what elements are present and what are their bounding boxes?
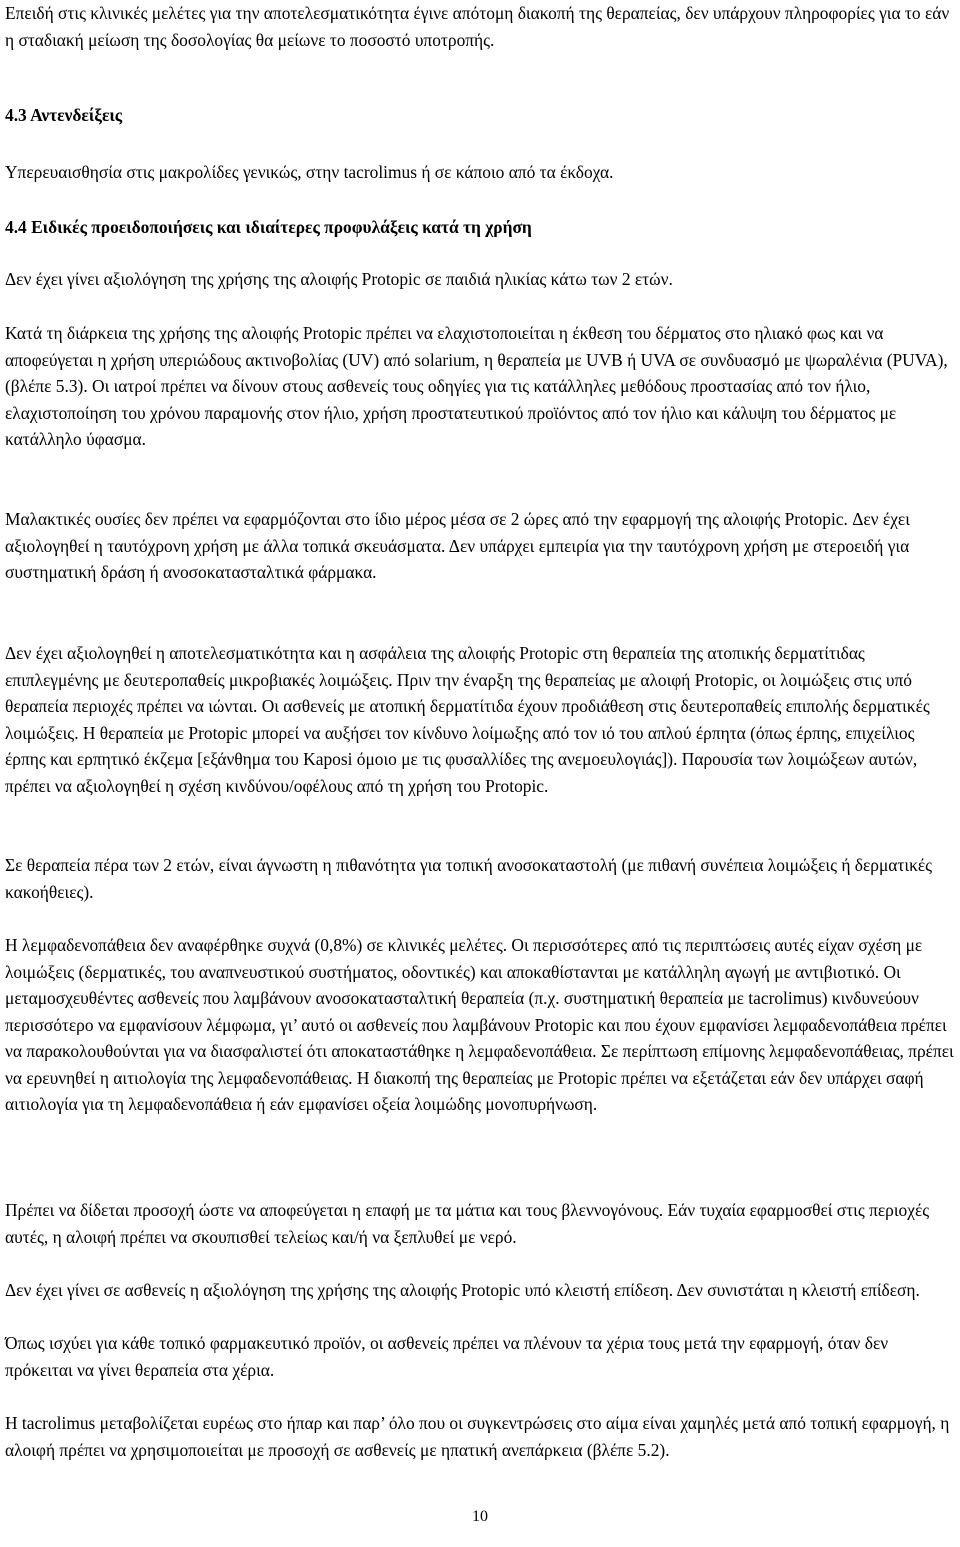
paragraph-long-term: Σε θεραπεία πέρα των 2 ετών, είναι άγνωστη η πιθανότητα για τοπική ανοσοκαταστολή (με πιθανή συνέπεια λοιμώξεις ή δερματικές κακοήθειες). xyxy=(5,855,933,902)
section-4-3-heading: 4.3 Αντενδείξεις xyxy=(5,105,123,125)
paragraph-age-limit: Δεν έχει γίνει αξιολόγηση της χρήσης της αλοιφής Protopic σε παιδιά ηλικίας κάτω των 2 ετών. xyxy=(5,269,673,289)
section-4-4-heading: 4.4 Ειδικές προειδοποιήσεις και ιδιαίτερες προφυλάξεις κατά τη χρήση xyxy=(5,217,532,237)
paragraph-emollients: Μαλακτικές ουσίες δεν πρέπει να εφαρμόζονται στο ίδιο μέρος μέσα σε 2 ώρες από την εφαρμογή της αλοιφής Protopic. Δεν έχει αξιολογηθεί η ταυτόχρονη χρήση με άλλα τοπικά σκευάσματα. Δεν υπάρχει εμπειρία για την ταυτόχρονη χρήση με στεροειδή για συστηματική δράση ή ανοσοκατασταλτικά φάρμακα. xyxy=(5,509,910,582)
paragraph-infections: Δεν έχει αξιολογηθεί η αποτελεσματικότητα και η ασφάλεια της αλοιφής Protopic στη θεραπεία της ατοπικής δερματίτιδας επιπλεγμένης με δευτεροπαθείς μικροβιακές λοιμώξεις. Πριν την έναρξη της θεραπείας με αλοιφή Protopic, οι λοιμώξεις στις υπό θεραπεία περιοχές πρέπει να ιώνται. Οι ασθενείς με ατοπική δερματίτιδα έχουν προδιάθεση στις δευτεροπαθείς επιπολής δερματικές λοιμώξεις. Η θεραπεία με Protopic μπορεί να αυξήσει τον κίνδυνο λοίμωξης από τον ιό του απλού έρπητα (όπως έρπης, επιχείλιος έρπης και ερπητικό έκζεμα [εξάνθημα του Kaposi όμοιο με τις φυσαλλίδες της ανεμοευλογιάς]). Παρουσία των λοιμώξεων αυτών, πρέπει να αξιολογηθεί η σχέση κινδύνου/οφέλους από τη χρήση του Protopic. xyxy=(5,643,930,796)
section-4-3-text: Υπερευαισθησία στις μακρολίδες γενικώς, στην tacrolimus ή σε κάποιο από τα έκδοχα. xyxy=(5,162,614,182)
paragraph-hand-washing: Όπως ισχύει για κάθε τοπικό φαρμακευτικό προϊόν, οι ασθενείς πρέπει να πλένουν τα χέρια τους μετά την εφαρμογή, όταν δεν πρόκειται να γίνει θεραπεία στα χέρια. xyxy=(5,1333,889,1380)
paragraph-occlusion: Δεν έχει γίνει σε ασθενείς η αξιολόγηση της χρήσης της αλοιφής Protopic υπό κλειστή επίδεση. Δεν συνιστάται η κλειστή επίδεση. xyxy=(5,1280,920,1300)
intro-paragraph: Επειδή στις κλινικές μελέτες για την αποτελεσματικότητα έγινε απότομη διακοπή της θεραπείας, δεν υπάρχουν πληροφορίες για το εάν η σταδιακή μείωση της δοσολογίας θα μείωνε το ποσοστό υποτροπής. xyxy=(5,3,950,50)
paragraph-lymphadenopathy: Η λεμφαδενοπάθεια δεν αναφέρθηκε συχνά (0,8%) σε κλινικές μελέτες. Οι περισσότερες από τις περιπτώσεις αυτές είχαν σχέση με λοιμώξεις (δερματικές, του αναπνευστικού συστήματος, οδοντικές) και αποκαθίστανται με κατάλληλη αγωγή με αντιβιοτικό. Οι μεταμοσχευθέντες ασθενείς που λαμβάνουν ανοσοκατασταλτική θεραπεία (π.χ. συστηματική θεραπεία με tacrolimus) κινδυνεύουν περισσότερο να εμφανίσουν λέμφωμα, γι’ αυτό οι ασθενείς που λαμβάνουν Protopic και που έχουν εμφανίσει λεμφαδενοπάθεια πρέπει να παρακολουθούνται για να διασφαλιστεί ότι αποκαταστάθηκε η λεμφαδενοπάθεια. Σε περίπτωση επίμονης λεμφαδενοπάθειας, πρέπει να ερευνηθεί η αιτιολογία της λεμφαδενοπάθειας. Η διακοπή της θεραπείας με Protopic πρέπει να εξετάζεται εάν δεν υπάρχει σαφή αιτιολογία για τη λεμφαδενοπάθεια ή εάν εμφανίσει οξεία λοιμώδης μονοπυρήνωση. xyxy=(5,935,954,1114)
paragraph-hepatic: Η tacrolimus μεταβολίζεται ευρέως στο ήπαρ και παρ’ όλο που οι συγκεντρώσεις στο αίμα είναι χαμηλές μετά από τοπική εφαρμογή, η αλοιφή πρέπει να χρησιμοποιείται με προσοχή σε ασθενείς με ηπατική ανεπάρκεια (βλέπε 5.2). xyxy=(5,1413,950,1460)
paragraph-eyes-mucosa: Πρέπει να δίδεται προσοχή ώστε να αποφεύγεται η επαφή με τα μάτια και τους βλεννογόνους. Εάν τυχαία εφαρμοσθεί στις περιοχές αυτές, η αλοιφή πρέπει να σκουπισθεί τελείως και/ή να ξεπλυθεί με νερό. xyxy=(5,1200,930,1247)
paragraph-sun-exposure: Κατά τη διάρκεια της χρήσης της αλοιφής Protopic πρέπει να ελαχιστοποιείται η έκθεση του δέρματος στο ηλιακό φως και να αποφεύγεται η χρήση υπεριώδους ακτινοβολίας (UV) από solarium, η θεραπεία με UVB ή UVA σε συνδυασμό με ψωραλένια (PUVA), (βλέπε 5.3). Οι ιατροί πρέπει να δίνουν στους ασθενείς τους οδηγίες για τις κατάλληλες μεθόδους προστασίας από τον ήλιο, ελαχιστοποίηση του χρόνου παραμονής στον ήλιο, χρήση προστατευτικού προϊόντος από τον ήλιο και κάλυψη του δέρματος με κατάλληλο ύφασμα. xyxy=(5,323,948,449)
page-number: 10 xyxy=(472,1508,488,1525)
